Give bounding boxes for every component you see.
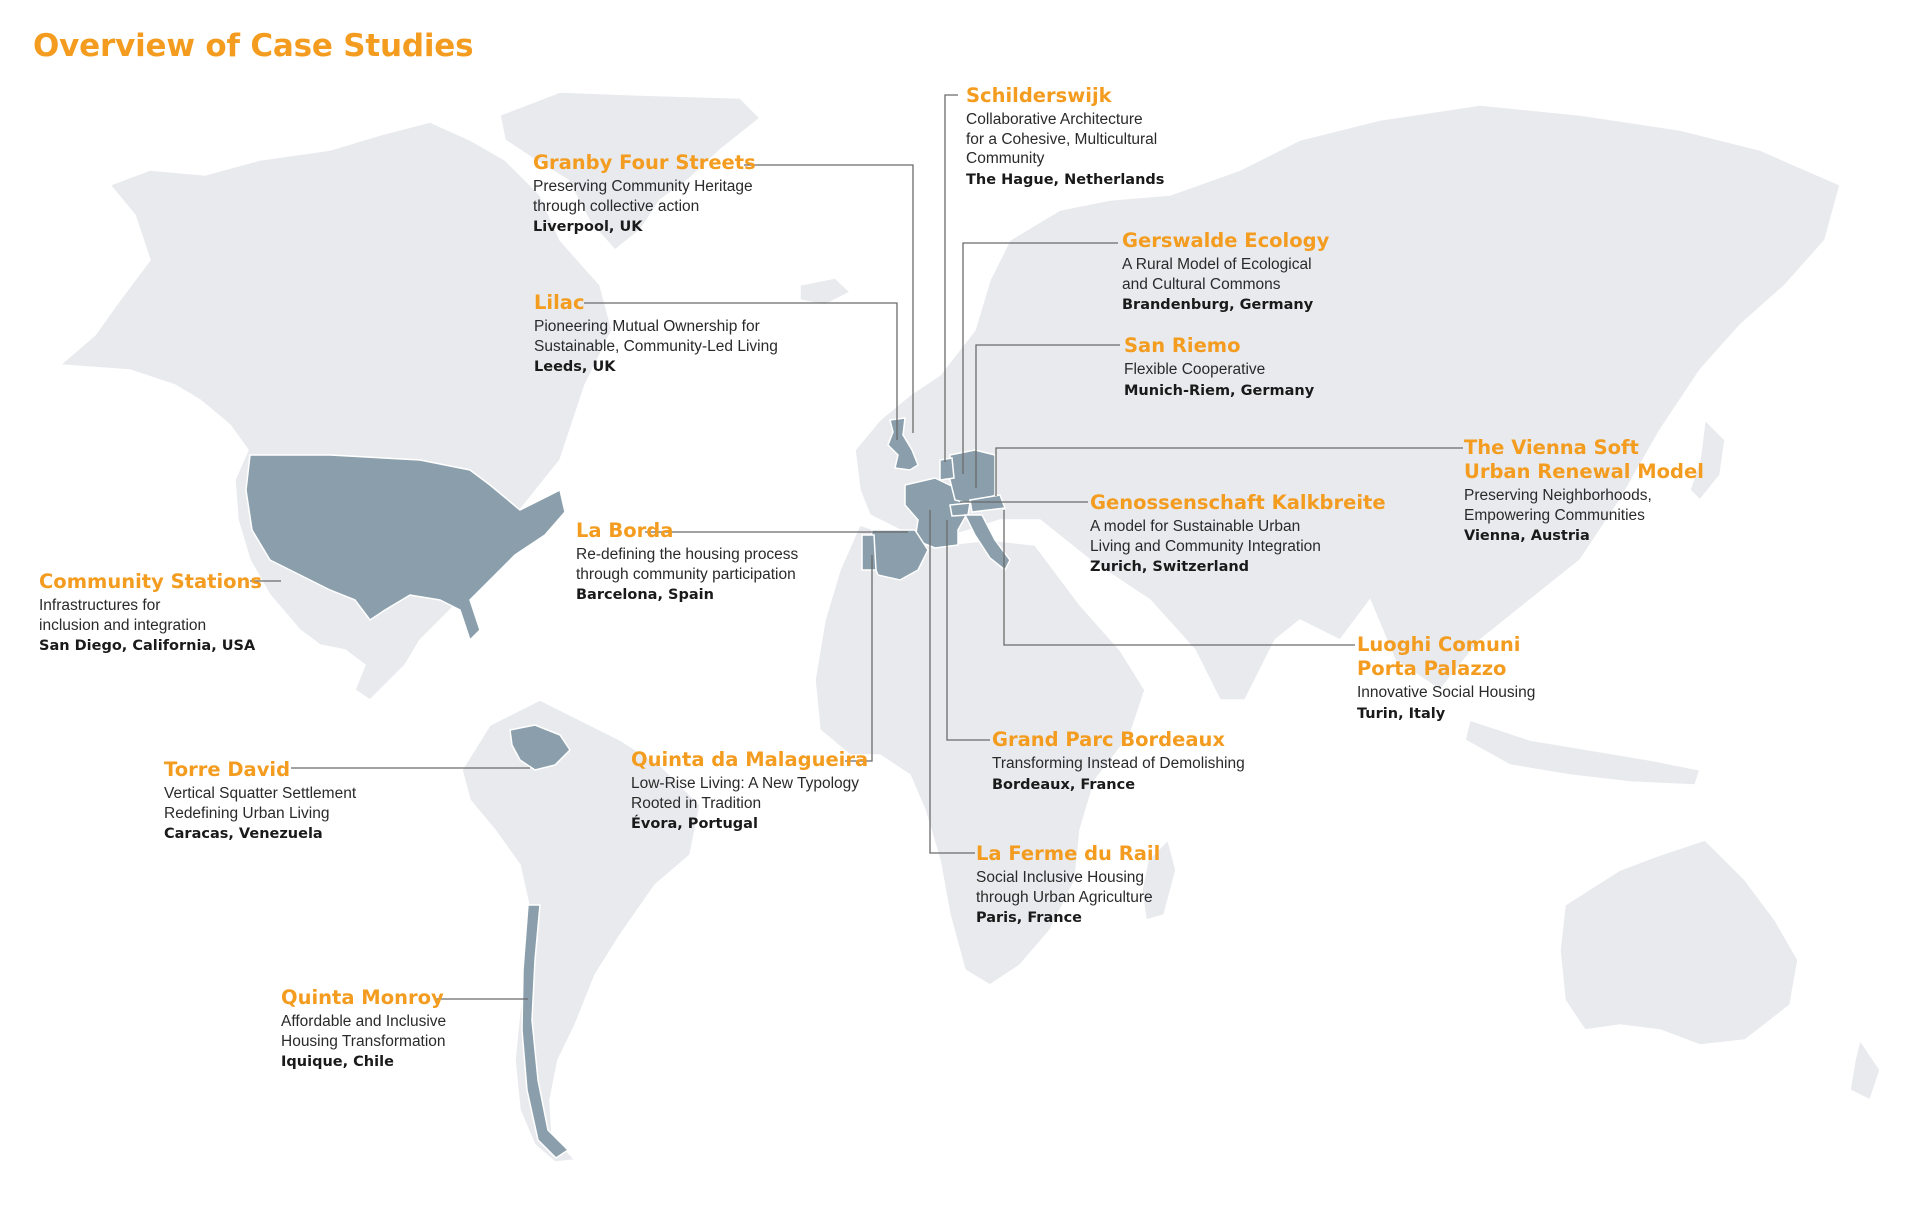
case-location: Caracas, Venezuela xyxy=(164,826,323,842)
callout-granby[interactable] xyxy=(533,151,756,237)
case-location: Leeds, UK xyxy=(534,359,616,375)
case-description: Vertical Squatter Settlement Redefining Urban Living xyxy=(164,785,357,822)
case-title: The Vienna Soft Urban Renewal Model xyxy=(1464,436,1704,483)
callout-community-stations[interactable] xyxy=(39,570,262,656)
callout-kalkbreite[interactable] xyxy=(1090,491,1386,577)
case-description: Infrastructures for inclusion and integration xyxy=(39,597,207,634)
case-location: Vienna, Austria xyxy=(1464,528,1590,544)
case-location: Zurich, Switzerland xyxy=(1090,559,1250,575)
case-location: Brandenburg, Germany xyxy=(1122,297,1314,313)
case-location: Iquique, Chile xyxy=(281,1054,394,1070)
case-title: Grand Parc Bordeaux xyxy=(992,728,1225,751)
callout-luoghi[interactable] xyxy=(1357,633,1535,724)
callout-gerswalde[interactable] xyxy=(1122,229,1329,315)
case-title: Granby Four Streets xyxy=(533,151,756,174)
case-description: Innovative Social Housing xyxy=(1357,684,1536,701)
callout-torre-david[interactable] xyxy=(164,758,356,844)
indonesia xyxy=(1465,720,1700,785)
case-title: Schilderswijk xyxy=(966,84,1112,107)
callout-ferme[interactable] xyxy=(976,842,1160,928)
case-title: Community Stations xyxy=(39,570,263,593)
callout-malagueira[interactable] xyxy=(631,748,868,834)
callout-schilderswijk[interactable] xyxy=(966,84,1164,190)
case-title: San Riemo xyxy=(1124,334,1241,357)
portugal xyxy=(862,535,876,570)
netherlands xyxy=(940,458,954,480)
case-title: Gerswalde Ecology xyxy=(1122,229,1330,252)
callout-vienna[interactable] xyxy=(1464,436,1704,546)
case-description: Transforming Instead of Demolishing xyxy=(992,755,1245,772)
case-description: Flexible Cooperative xyxy=(1124,361,1266,378)
case-title: Quinta Monroy xyxy=(281,986,444,1009)
callout-grand-parc[interactable] xyxy=(992,728,1245,795)
case-location: San Diego, California, USA xyxy=(39,638,256,654)
case-location: The Hague, Netherlands xyxy=(966,171,1165,188)
case-location: Turin, Italy xyxy=(1357,705,1446,722)
case-location: Paris, France xyxy=(976,910,1082,926)
case-location: Liverpool, UK xyxy=(533,219,643,235)
new-zealand xyxy=(1850,1040,1880,1100)
case-title: Luoghi Comuni Porta Palazzo xyxy=(1357,633,1521,680)
case-title: Genossenschaft Kalkbreite xyxy=(1090,491,1386,514)
callout-san-riemo[interactable] xyxy=(1124,334,1314,401)
page-title: Overview of Case Studies xyxy=(33,28,474,64)
case-description: Collaborative Architecture for a Cohesive, Multicultural Community xyxy=(966,111,1158,167)
case-description: Affordable and Inclusive Housing Transformation xyxy=(281,1013,447,1050)
case-location: Barcelona, Spain xyxy=(576,587,714,603)
case-title: Torre David xyxy=(164,758,291,781)
iceland xyxy=(800,278,850,305)
case-description: Social Inclusive Housing through Urban Agriculture xyxy=(976,869,1153,906)
case-title: Lilac xyxy=(534,291,585,314)
case-description: Low-Rise Living: A New Typology Rooted in Tradition xyxy=(631,775,860,812)
case-description: Pioneering Mutual Ownership for Sustainable, Community-Led Living xyxy=(534,318,778,355)
case-description: Preserving Community Heritage through collective action xyxy=(533,178,753,215)
case-title: La Ferme du Rail xyxy=(976,842,1161,865)
case-title: Quinta da Malagueira xyxy=(631,748,869,771)
case-description: Re-defining the housing process through community participation xyxy=(576,546,799,583)
case-location: Bordeaux, France xyxy=(992,776,1136,793)
case-description: A Rural Model of Ecological and Cultural Commons xyxy=(1122,256,1312,293)
case-title: La Borda xyxy=(576,519,674,542)
case-location: Évora, Portugal xyxy=(631,816,758,832)
case-description: A model for Sustainable Urban Living and Community Integration xyxy=(1090,518,1321,555)
switzerland xyxy=(950,503,970,516)
callout-la-borda[interactable] xyxy=(576,519,798,605)
callout-lilac[interactable] xyxy=(534,291,778,377)
case-location: Munich-Riem, Germany xyxy=(1124,382,1315,399)
callout-monroy[interactable] xyxy=(281,986,446,1072)
case-description: Preserving Neighborhoods, Empowering Communities xyxy=(1464,487,1652,524)
australia xyxy=(1560,840,1798,1045)
